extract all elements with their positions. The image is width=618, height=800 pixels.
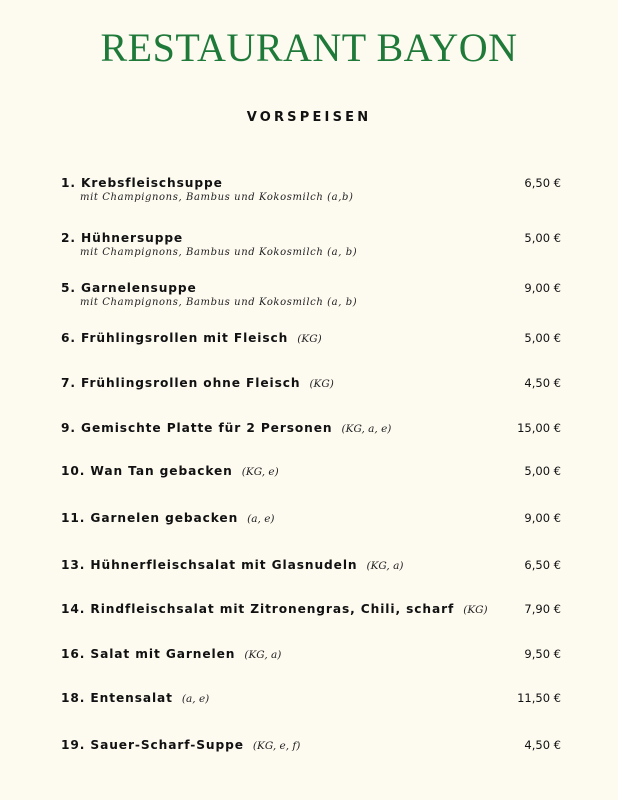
item-allergens: (a, e) — [181, 693, 210, 705]
item-name: 10. Wan Tan gebacken — [61, 464, 233, 478]
menu-item — [61, 558, 561, 572]
item-allergens: (KG, a) — [244, 649, 282, 661]
item-description: mit Champignons, Bambus und Kokosmilch (a,b) — [80, 192, 354, 203]
item-price: 5,00 € — [524, 231, 561, 245]
item-allergens: (KG) — [463, 604, 488, 616]
item-allergens: (KG, e) — [241, 466, 279, 478]
item-price: 6,50 € — [524, 176, 561, 190]
item-allergens: (KG, a) — [366, 560, 404, 572]
item-allergens: (KG) — [309, 378, 334, 390]
item-allergens: (KG) — [297, 333, 322, 345]
item-allergens: (KG, a, e) — [341, 423, 392, 435]
menu-item — [61, 602, 561, 616]
item-price: 9,00 € — [524, 511, 561, 525]
restaurant-title: RESTAURANT BAYON — [100, 25, 518, 70]
item-description: mit Champignons, Bambus und Kokosmilch (a, b) — [80, 297, 358, 308]
item-name: 6. Frühlingsrollen mit Fleisch — [61, 331, 289, 345]
item-price: 15,00 € — [517, 421, 561, 435]
item-name: 19. Sauer-Scharf-Suppe — [61, 738, 244, 752]
item-name: 1. Krebsfleischsuppe — [61, 176, 223, 190]
item-allergens: (a, e) — [247, 513, 275, 525]
item-price: 5,00 € — [524, 464, 561, 478]
item-price: 9,00 € — [524, 281, 561, 295]
menu-item — [61, 331, 561, 345]
item-name: 7. Frühlingsrollen ohne Fleisch — [61, 376, 301, 390]
item-price: 5,00 € — [524, 331, 561, 345]
item-name: 14. Rindfleischsalat mit Zitronengras, Chili, scharf — [61, 602, 455, 616]
item-name: 18. Entensalat — [61, 691, 173, 705]
menu-item — [61, 738, 561, 752]
item-name: 16. Salat mit Garnelen — [61, 647, 236, 661]
item-price: 7,90 € — [524, 602, 561, 616]
menu-item — [61, 511, 561, 525]
menu-item — [61, 176, 561, 203]
menu-item — [61, 691, 561, 705]
item-price: 4,50 € — [524, 738, 561, 752]
section-title: VORSPEISEN — [246, 110, 372, 125]
item-name: 11. Garnelen gebacken — [61, 511, 239, 525]
menu-item — [61, 464, 561, 478]
menu-item — [61, 421, 561, 435]
item-name: 9. Gemischte Platte für 2 Personen — [61, 421, 333, 435]
item-price: 4,50 € — [524, 376, 561, 390]
item-description: mit Champignons, Bambus und Kokosmilch (a, b) — [80, 247, 358, 258]
item-price: 9,50 € — [524, 647, 561, 661]
menu-item — [61, 281, 561, 308]
item-name: 5. Garnelensuppe — [61, 281, 197, 295]
item-price: 6,50 € — [524, 558, 561, 572]
menu-item — [61, 647, 561, 661]
item-name: 13. Hühnerfleischsalat mit Glasnudeln — [61, 558, 358, 572]
item-price: 11,50 € — [517, 691, 561, 705]
menu-item — [61, 231, 561, 258]
item-allergens: (KG, e, f) — [252, 740, 301, 752]
menu-item — [61, 376, 561, 390]
item-name: 2. Hühnersuppe — [61, 231, 184, 245]
